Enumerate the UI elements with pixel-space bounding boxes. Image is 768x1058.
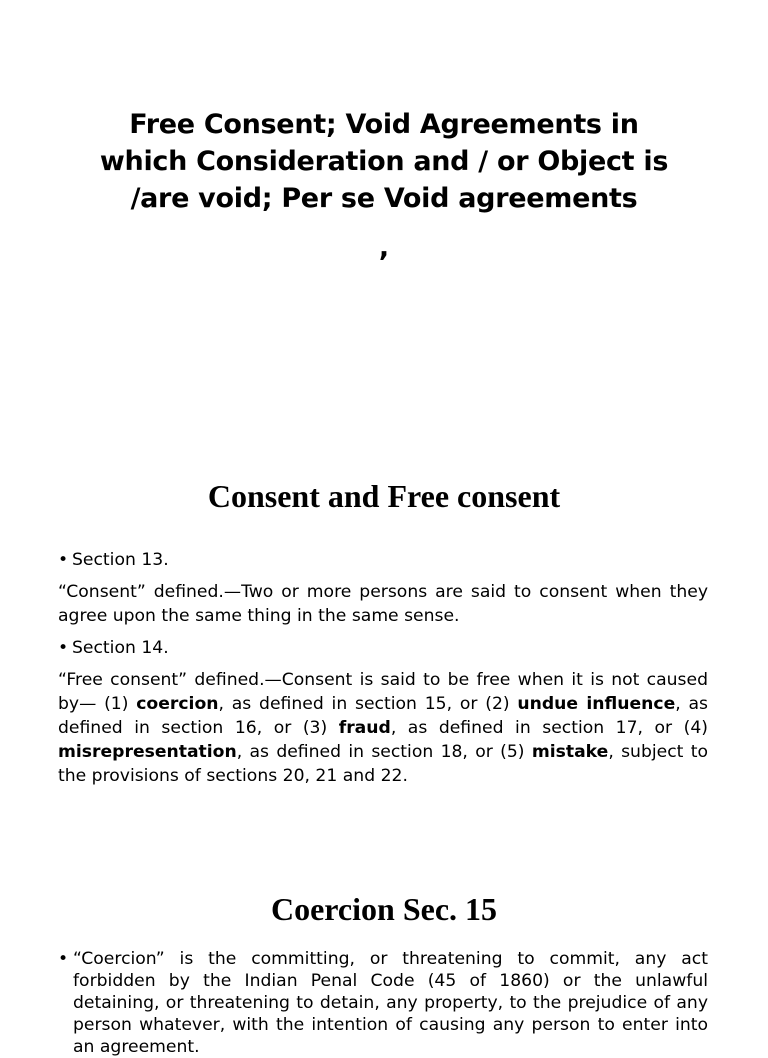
text-run: , as defined in section 15, or (2)	[218, 694, 518, 714]
bullet-icon: •	[58, 550, 69, 570]
section-label: Section 14.	[72, 638, 169, 658]
bold-term: mistake	[531, 742, 609, 762]
slide-coercion	[0, 840, 768, 1057]
slide-consent	[0, 440, 768, 840]
bold-term: undue influence	[517, 694, 676, 714]
definition-text: “Consent” defined.—Two or more persons are said to consent when they agree upon the same thing in the same sense.	[58, 582, 708, 626]
slide-heading: Coercion Sec. 15	[270, 891, 498, 927]
text-run: , as defined in section 16, or (3)	[58, 694, 709, 738]
definition-text: “Coercion” is the committing, or threatening to commit, any act forbidden by the Indian Penal Code (45 of 1860) or the unlawful detaining, or threatening to detain, any property, to the prejudice of any person whatever, with the intention of causing any person to enter into an agreement.	[73, 949, 708, 1057]
text-run: , as defined in section 18, or (5)	[236, 742, 532, 762]
title-line-1: Free Consent; Void Agreements in	[129, 109, 639, 140]
section-label: Section 13.	[72, 550, 169, 570]
bold-term: misrepresentation	[58, 742, 237, 762]
slide-body	[58, 948, 708, 1058]
title-line-2: which Consideration and / or Object is	[99, 146, 669, 177]
slide-body	[58, 548, 708, 796]
title-comma: ,	[378, 232, 390, 263]
title-line-3: /are void; Per se Void agreements	[130, 183, 638, 214]
text-run: , subject to the provisions of sections 20, 21 and 22.	[58, 742, 708, 786]
list-item	[58, 548, 708, 572]
slide-title	[0, 0, 768, 440]
text-run: “Free consent” defined.—Consent is said to be free when it is not caused by— (1)	[58, 670, 708, 714]
definition-text	[58, 668, 708, 788]
bullet-icon: •	[58, 949, 69, 969]
bullet-icon: •	[58, 638, 69, 658]
main-title	[70, 106, 698, 217]
list-item	[58, 636, 708, 660]
text-run: , as defined in section 17, or (4)	[390, 718, 708, 738]
bold-term: coercion	[136, 694, 219, 714]
bold-term: fraud	[338, 718, 391, 738]
slide-heading: Consent and Free consent	[207, 478, 561, 514]
